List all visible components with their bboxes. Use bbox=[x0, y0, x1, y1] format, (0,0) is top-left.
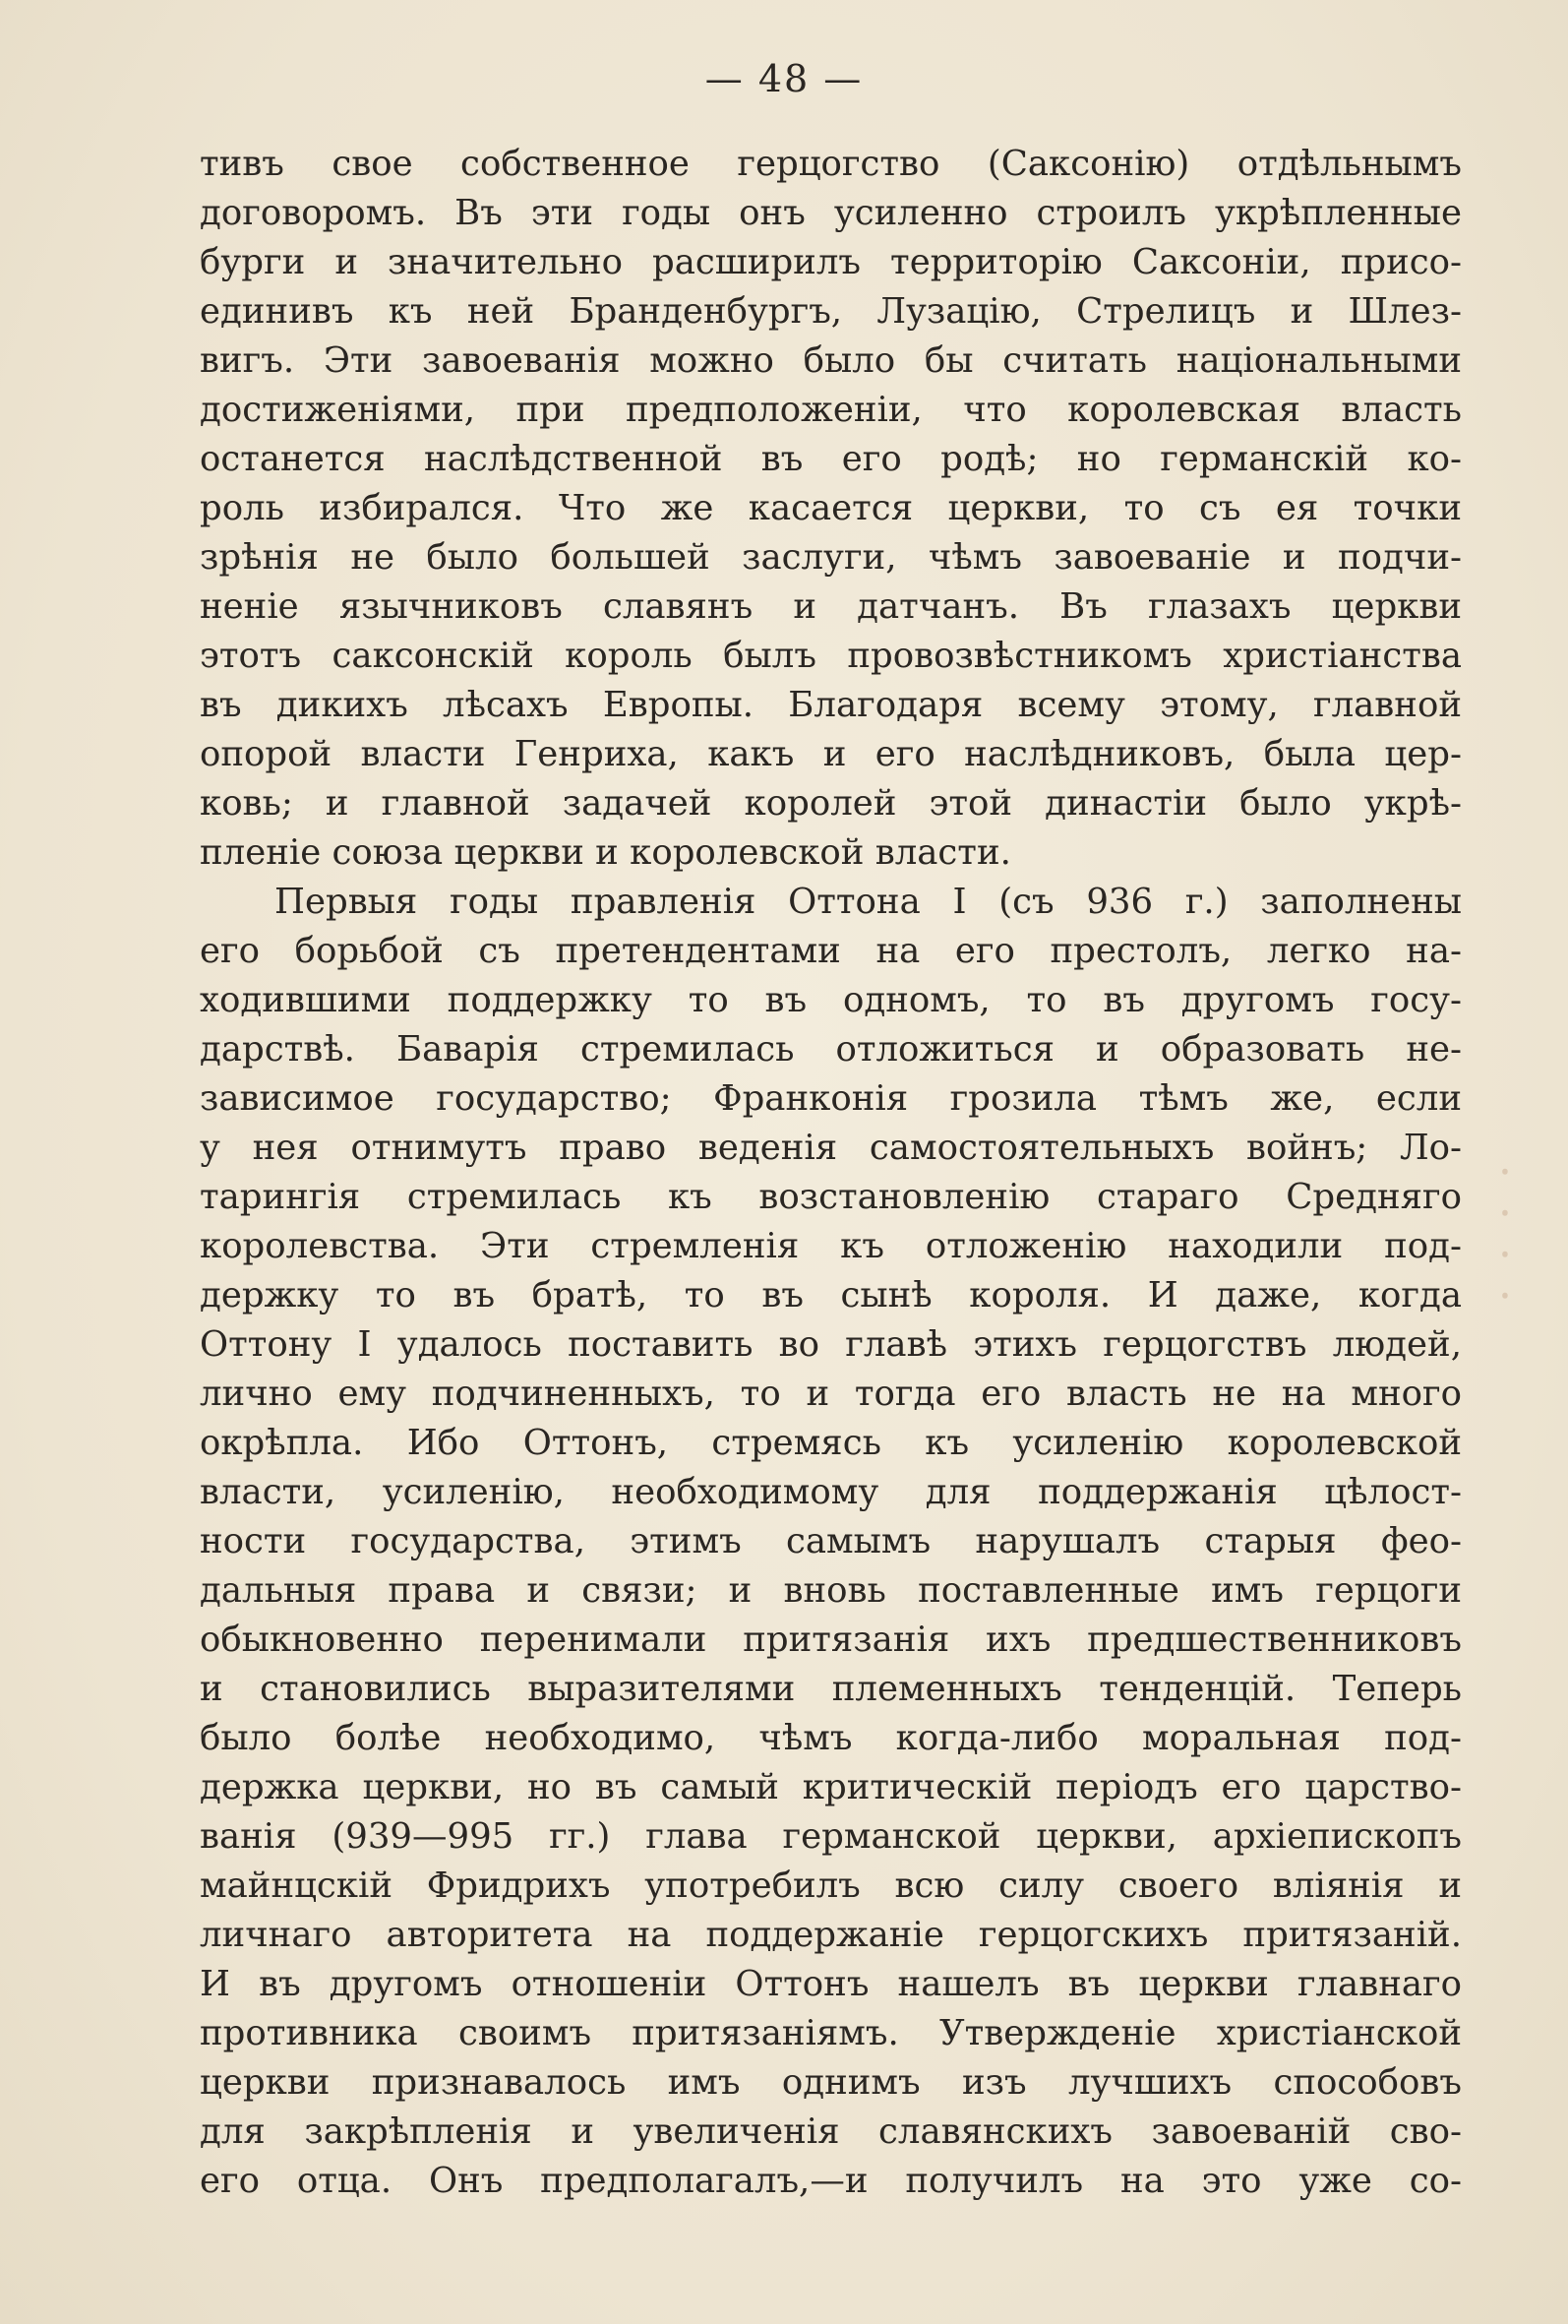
text-line: его отца. Онъ предполагалъ,—и получилъ на это уже со- bbox=[200, 2161, 1462, 2201]
text-line: ходившими поддержку то въ одномъ, то въ другомъ госу- bbox=[200, 980, 1462, 1020]
paragraph-first-line: Первыя годы правленія Оттона I (съ 936 г.) заполнены bbox=[274, 882, 1462, 922]
text-line: этотъ саксонскій король былъ провозвѣстникомъ христіанства bbox=[200, 636, 1462, 676]
text-line: окрѣпла. Ибо Оттонъ, стремясь къ усиленію королевской bbox=[200, 1423, 1462, 1463]
margin-stain: ꞏ ꞏ ꞏ ꞏ bbox=[1500, 1153, 1510, 1315]
text-line: противника своимъ притязаніямъ. Утвержденіе христіанской bbox=[200, 2013, 1462, 2053]
text-line: Оттону I удалось поставить во главѣ этихъ герцогствъ людей, bbox=[200, 1324, 1462, 1365]
text-line: роль избирался. Что же касается церкви, то съ ея точки bbox=[200, 488, 1462, 528]
text-line: бурги и значительно расширилъ территорію Саксоніи, присо- bbox=[200, 242, 1462, 282]
text-line: вигъ. Эти завоеванія можно было бы считать національными bbox=[200, 340, 1462, 381]
text-line: ности государства, этимъ самымъ нарушалъ старыя фео- bbox=[200, 1521, 1462, 1561]
text-line: ковь; и главной задачей королей этой династіи было укрѣ- bbox=[200, 783, 1462, 824]
text-line: ванія (939—995 гг.) глава германской церкви, архіепископъ bbox=[200, 1816, 1462, 1857]
text-line: у нея отнимутъ право веденія самостоятельныхъ войнъ; Ло- bbox=[200, 1128, 1462, 1168]
paragraph-last-line: пленіе союза церкви и королевской власти. bbox=[200, 832, 1011, 873]
text-line: держка церкви, но въ самый критическій періодъ его царство- bbox=[200, 1767, 1462, 1807]
text-line: дальныя права и связи; и вновь поставленные имъ герцоги bbox=[200, 1570, 1462, 1611]
text-line: лично ему подчиненныхъ, то и тогда его власть не на много bbox=[200, 1374, 1462, 1414]
page-number: — 48 — bbox=[704, 57, 864, 100]
text-line: дарствѣ. Баварія стремилась отложиться и образовать не- bbox=[200, 1029, 1462, 1070]
text-line: останется наслѣдственной въ его родѣ; но германскій ко- bbox=[200, 439, 1462, 479]
text-line: королевства. Эти стремленія къ отложенію находили под- bbox=[200, 1226, 1462, 1266]
text-line: зависимое государство; Франконія грозила тѣмъ же, если bbox=[200, 1078, 1462, 1119]
text-line: и становились выразителями племенныхъ тенденцій. Теперь bbox=[200, 1669, 1462, 1709]
body-text bbox=[200, 140, 1462, 2206]
text-line: тарингія стремилась къ возстановленію стараго Средняго bbox=[200, 1177, 1462, 1217]
text-line: церкви признавалось имъ однимъ изъ лучшихъ способовъ bbox=[200, 2062, 1462, 2103]
text-line: тивъ свое собственное герцогство (Саксонію) отдѣльнымъ bbox=[200, 144, 1462, 184]
text-line: единивъ къ ней Бранденбургъ, Лузацію, Стрелицъ и Шлез- bbox=[200, 291, 1462, 332]
text-line: зрѣнія не было большей заслуги, чѣмъ завоеваніе и подчи- bbox=[200, 537, 1462, 578]
text-line: опорой власти Генриха, какъ и его наслѣдниковъ, была цер- bbox=[200, 734, 1462, 774]
text-line: И въ другомъ отношеніи Оттонъ нашелъ въ церкви главнаго bbox=[200, 1964, 1462, 2004]
text-line: обыкновенно перенимали притязанія ихъ предшественниковъ bbox=[200, 1620, 1462, 1660]
text-line: было болѣе необходимо, чѣмъ когда-либо моральная под- bbox=[200, 1718, 1462, 1758]
text-line: майнцскій Фридрихъ употребилъ всю силу своего вліянія и bbox=[200, 1865, 1462, 1906]
text-line: держку то въ братѣ, то въ сынѣ короля. И даже, когда bbox=[200, 1275, 1462, 1315]
text-line: личнаго авторитета на поддержаніе герцогскихъ притязаній. bbox=[200, 1915, 1462, 1955]
text-line: неніе язычниковъ славянъ и датчанъ. Въ глазахъ церкви bbox=[200, 586, 1462, 627]
text-line: для закрѣпленія и увеличенія славянскихъ завоеваній сво- bbox=[200, 2111, 1462, 2152]
text-line: его борьбой съ претендентами на его престолъ, легко на- bbox=[200, 931, 1462, 971]
text-line: достиженіями, при предположеніи, что королевская власть bbox=[200, 390, 1462, 430]
text-line: власти, усиленію, необходимому для поддержанія цѣлост- bbox=[200, 1472, 1462, 1512]
text-line: договоромъ. Въ эти годы онъ усиленно строилъ укрѣпленные bbox=[200, 193, 1462, 233]
text-line: въ дикихъ лѣсахъ Европы. Благодаря всему этому, главной bbox=[200, 685, 1462, 725]
